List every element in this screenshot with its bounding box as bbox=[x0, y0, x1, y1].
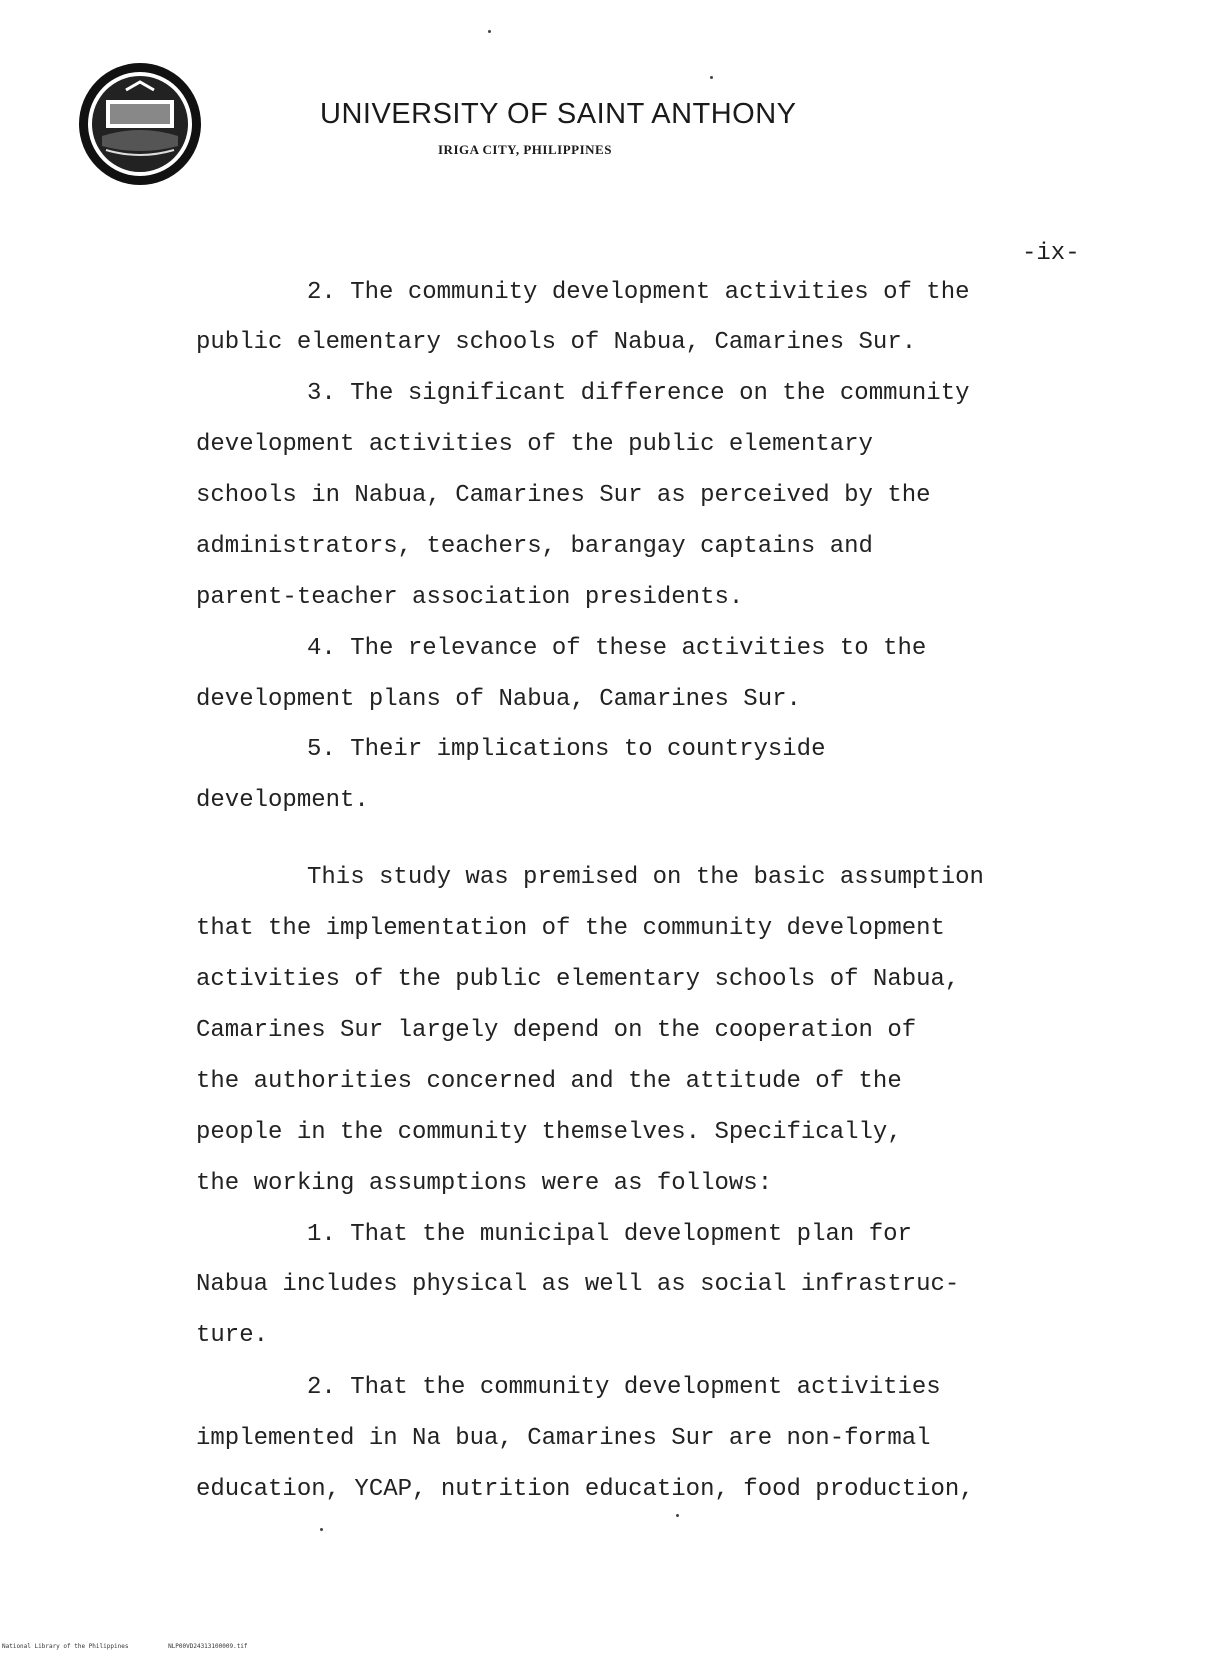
text-line: 2. That the community development activities bbox=[307, 1374, 941, 1401]
text-line: parent-teacher association presidents. bbox=[196, 584, 744, 611]
page-number: -ix- bbox=[1022, 240, 1080, 267]
university-name: UNIVERSITY OF SAINT ANTHONY bbox=[320, 98, 797, 130]
university-seal-icon bbox=[76, 60, 204, 188]
scan-footer bbox=[2, 1643, 284, 1650]
text-line: schools in Nabua, Camarines Sur as perceived by the bbox=[196, 482, 931, 509]
text-line: 1. That the municipal development plan for bbox=[307, 1221, 912, 1248]
text-line: 5. Their implications to countryside bbox=[307, 736, 826, 763]
text-line: education, YCAP, nutrition education, food production, bbox=[196, 1476, 974, 1503]
text-line: activities of the public elementary schools of Nabua, bbox=[196, 966, 960, 993]
text-line: development. bbox=[196, 787, 369, 814]
text-line: that the implementation of the community development bbox=[196, 915, 945, 942]
text-line: 4. The relevance of these activities to the bbox=[307, 635, 927, 662]
scan-speck bbox=[710, 76, 713, 79]
text-line: Camarines Sur largely depend on the cooperation of bbox=[196, 1017, 917, 1044]
university-location: IRIGA CITY, PHILIPPINES bbox=[438, 142, 612, 157]
text-line: implemented in Na bua, Camarines Sur are non-formal bbox=[196, 1425, 931, 1452]
scan-speck bbox=[320, 1528, 323, 1531]
text-line: administrators, teachers, barangay captains and bbox=[196, 533, 873, 560]
text-line: 2. The community development activities of the bbox=[307, 279, 970, 306]
scan-speck bbox=[676, 1514, 679, 1517]
text-line: public elementary schools of Nabua, Camarines Sur. bbox=[196, 329, 917, 356]
text-line: Nabua includes physical as well as social infrastruc- bbox=[196, 1271, 960, 1298]
text-line: development plans of Nabua, Camarines Sur. bbox=[196, 686, 801, 713]
footer-file-id: NLP00VD24313100009.tif bbox=[168, 1643, 248, 1650]
text-line: 3. The significant difference on the community bbox=[307, 380, 970, 407]
footer-library: National Library of the Philippines bbox=[2, 1643, 129, 1650]
text-line: the working assumptions were as follows: bbox=[196, 1170, 773, 1197]
text-line: people in the community themselves. Specifically, bbox=[196, 1119, 902, 1146]
text-line: This study was premised on the basic assumption bbox=[307, 864, 984, 891]
text-line: ture. bbox=[196, 1322, 269, 1349]
scan-speck bbox=[488, 30, 491, 33]
text-line: the authorities concerned and the attitude of the bbox=[196, 1068, 902, 1095]
text-line: development activities of the public elementary bbox=[196, 431, 873, 458]
